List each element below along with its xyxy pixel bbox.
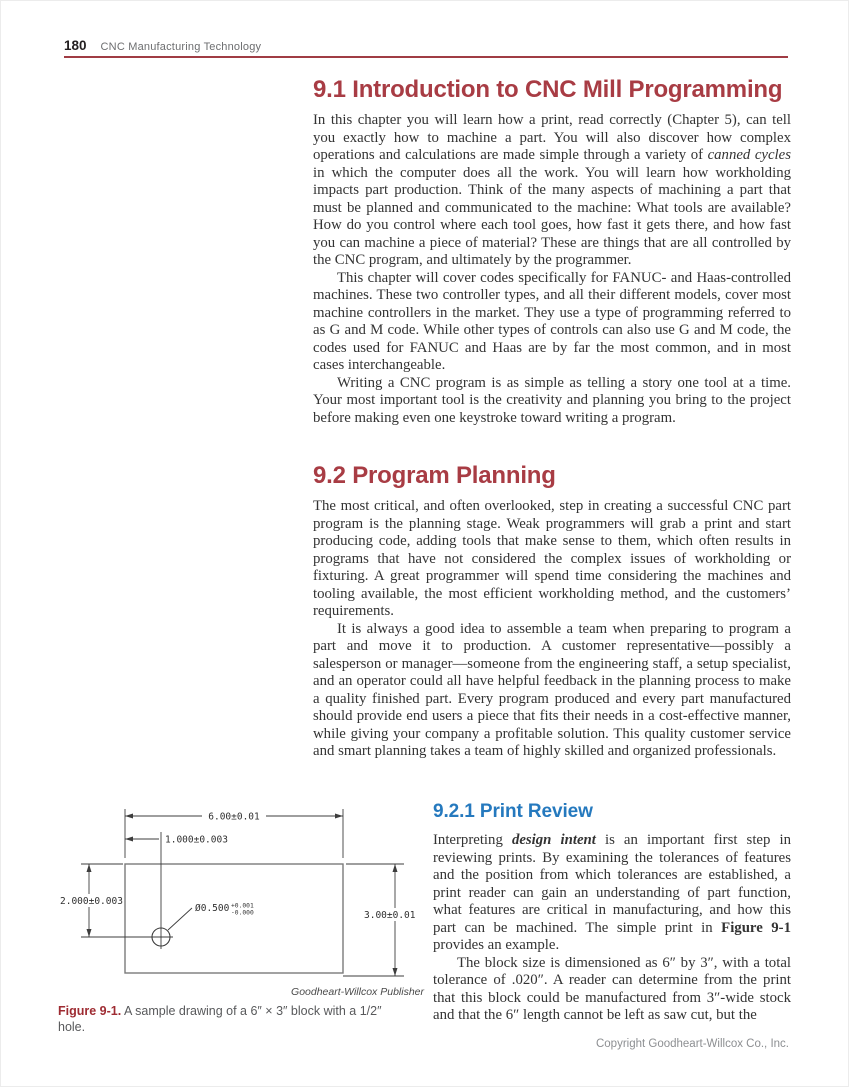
dim-width-label: 6.00±0.01 bbox=[208, 811, 260, 823]
paragraph: Writing a CNC program is as simple as telling a story one tool at a time. Your most important tool is the creativity and planning you bring to the project before making even one keystroke toward writing a program. bbox=[313, 374, 791, 426]
header-rule bbox=[64, 56, 788, 58]
hole-tolerance-minus: -0.000 bbox=[231, 909, 254, 917]
figure-caption bbox=[58, 1003, 390, 1035]
dim-hole-y-label: 2.000±0.003 bbox=[60, 896, 123, 907]
print-review-column bbox=[433, 801, 791, 1025]
paragraph: In this chapter you will learn how a print, read correctly (Chapter 5), can tell you exactly how to machine a part. You will also discover how complex operations and calculations are made simple through a variety of canned cycles in which the computer does all the work. You will learn how workholding impacts part production. Think of the many aspects of machining a part that must be planned and communicated to the machine: What tools are available? How do you control where each tool goes, how fast it gets there, and how fast you can machine a piece of material? These are things that are all controlled by the CNC program, and ultimately by the programmer. bbox=[313, 112, 791, 268]
figure-caption-label: Figure 9-1. bbox=[58, 1004, 122, 1018]
figure-credit: Goodheart-Willcox Publisher bbox=[291, 986, 424, 998]
block-outline bbox=[125, 864, 343, 973]
paragraph: It is always a good idea to assemble a team when preparing to program a part and move it to production. A customer representative—possibly a salesperson or manager—someone from the engineering staff, a setup specialist, and an operator could all have helpful feedback in the planning process to make a quality finished part. Every program produced and every part manufactured should provide end users a piece that fits their needs in a cost-effective manner, while giving your company a profitable solution. This quality customer service and smart planning takes a team of highly skilled and organized professionals. bbox=[313, 620, 791, 759]
section-title-9-2-1: 9.2.1 Print Review bbox=[433, 801, 593, 822]
figure-caption-text: A sample drawing of a 6″ × 3″ block with a 1/2″ hole. bbox=[58, 1004, 382, 1034]
running-head bbox=[64, 38, 261, 53]
page-number: 180 bbox=[64, 38, 87, 53]
copyright-notice: Copyright Goodheart-Willcox Co., Inc. bbox=[595, 1038, 789, 1050]
dim-height-label: 3.00±0.01 bbox=[364, 910, 416, 921]
running-head-title: CNC Manufacturing Technology bbox=[100, 41, 262, 53]
paragraph: This chapter will cover codes specifically for FANUC- and Haas-controlled machines. These two controller types, and all their different models, cover most machine controllers in the market. They use a type of programming referred to as G and M code. While other types of controls can also use G and M code, the codes used for FANUC and Haas are by far the most common, and in most cases interchangeable. bbox=[313, 269, 791, 373]
paragraph: Interpreting design intent is an important first step in reviewing prints. By examining the tolerances of features and the position from which tolerances are established, a print reader can gain an understanding of part function, what features are critical in manufacturing, and how this part can be machined. The simple print in Figure 9-1 provides an example. bbox=[433, 832, 791, 953]
section-title-9-2: 9.2 Program Planning bbox=[313, 462, 556, 489]
figure-9-1 bbox=[58, 803, 424, 1035]
main-column bbox=[313, 77, 791, 761]
paragraph: The most critical, and often overlooked, step in creating a successful CNC part program is the planning stage. Weak programmers will grab a print and start producing code, adding tools that make sense to them, which often results in programs that have not considered the complex issues of workholding or fixturing. A great programmer will spend time considering the machines and tooling available, the most efficient workholding method, and the customers’ requirements. bbox=[313, 498, 791, 619]
dim-hole-x-label: 1.000±0.003 bbox=[165, 834, 228, 846]
hole-tolerance-plus: +0.001 bbox=[231, 902, 254, 910]
paragraph: The block size is dimensioned as 6″ by 3″, with a total tolerance of .020″. A reader can determine from the print that this block could be manufactured from 3″-wide stock and that the 6″ length cannot be left as saw cut, but the bbox=[433, 954, 791, 1023]
part-drawing bbox=[58, 803, 424, 979]
section-title-9-1: 9.1 Introduction to CNC Mill Programming bbox=[313, 76, 783, 103]
hole-callout-label: Ø0.500 bbox=[195, 903, 230, 914]
